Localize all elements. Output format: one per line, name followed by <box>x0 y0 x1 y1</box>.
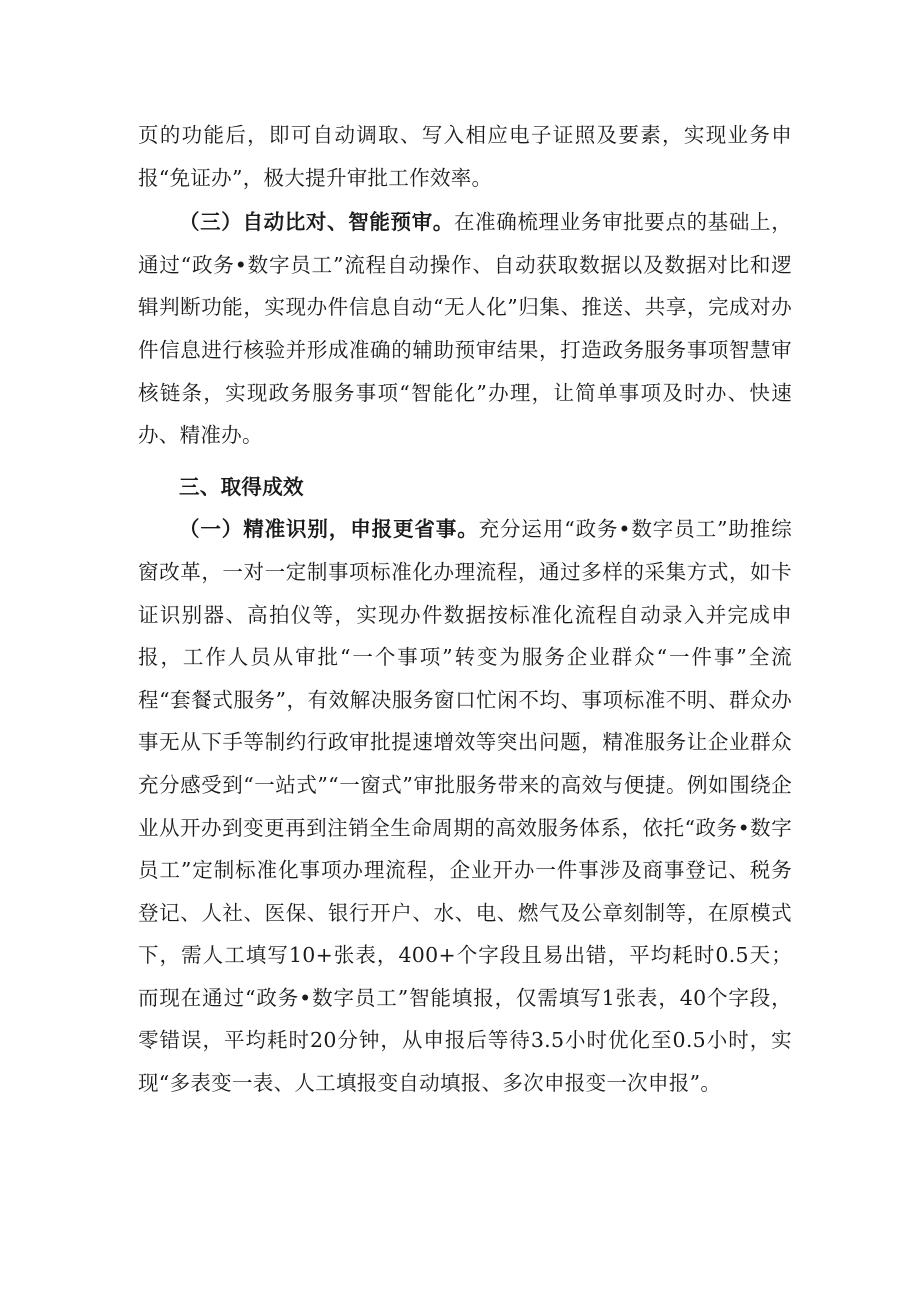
paragraph-auto-compare <box>138 201 792 457</box>
paragraph-continuation: 页的功能后，即可自动调取、写入相应电子证照及要素，实现业务申报“免证办”，极大提升审批工作效率。 <box>138 123 792 190</box>
paragraph-lead-auto-compare: （三）自动比对、智能预审。 <box>179 210 454 235</box>
paragraph-precise-recognition <box>138 508 792 1104</box>
paragraph-lead-precise-recognition: （一）精准识别，申报更省事。 <box>179 517 479 542</box>
paragraph-body-auto-compare: 在准确梳理业务审批要点的基础上，通过“政务•数字员工”流程自动操作、自动获取数据以及数据对比和逻辑判断功能，实现办件信息自动“无人化”归集、推送、共享，完成对办件信息进行核验并形成准确的辅助预审结果，打造政务服务事项智慧审核链条，实现政务服务事项“智能化”办理，让简单事项及时办、快速办、精准办。 <box>138 210 792 448</box>
paragraph-body-precise-recognition: 充分运用“政务•数字员工”助推综窗改革，一对一定制事项标准化办理流程，通过多样的采集方式，如卡证识别器、高拍仪等，实现办件数据按标准化流程自动录入并完成申报，工作人员从审批“一个事项”转变为服务企业群众“一件事”全流程“套餐式服务”，有效解决服务窗口忙闲不均、事项标准不明、群众办事无从下手等制约行政审批提速增效等突出问题，精准服务让企业群众充分感受到“一站式”“一窗式”审批服务带来的高效与便捷。例如围绕企业从开办到变更再到注销全生命周期的高效服务体系，依托“政务•数字员工”定制标准化事项办理流程，企业开办一件事涉及商事登记、税务登记、人社、医保、银行开户、水、电、燃气及公章刻制等，在原模式下，需人工填写10+张表，400+个字段且易出错，平均耗时0.5天；而现在通过“政务•数字员工”智能填报，仅需填写1张表，40个字段，零错误，平均耗时20分钟，从申报后等待3.5小时优化至0.5小时，实现“多表变一表、人工填报变自动填报、多次申报变一次申报”。 <box>138 517 792 1096</box>
document-page <box>138 114 792 1105</box>
section-heading-results: 三、取得成效 <box>179 474 304 499</box>
